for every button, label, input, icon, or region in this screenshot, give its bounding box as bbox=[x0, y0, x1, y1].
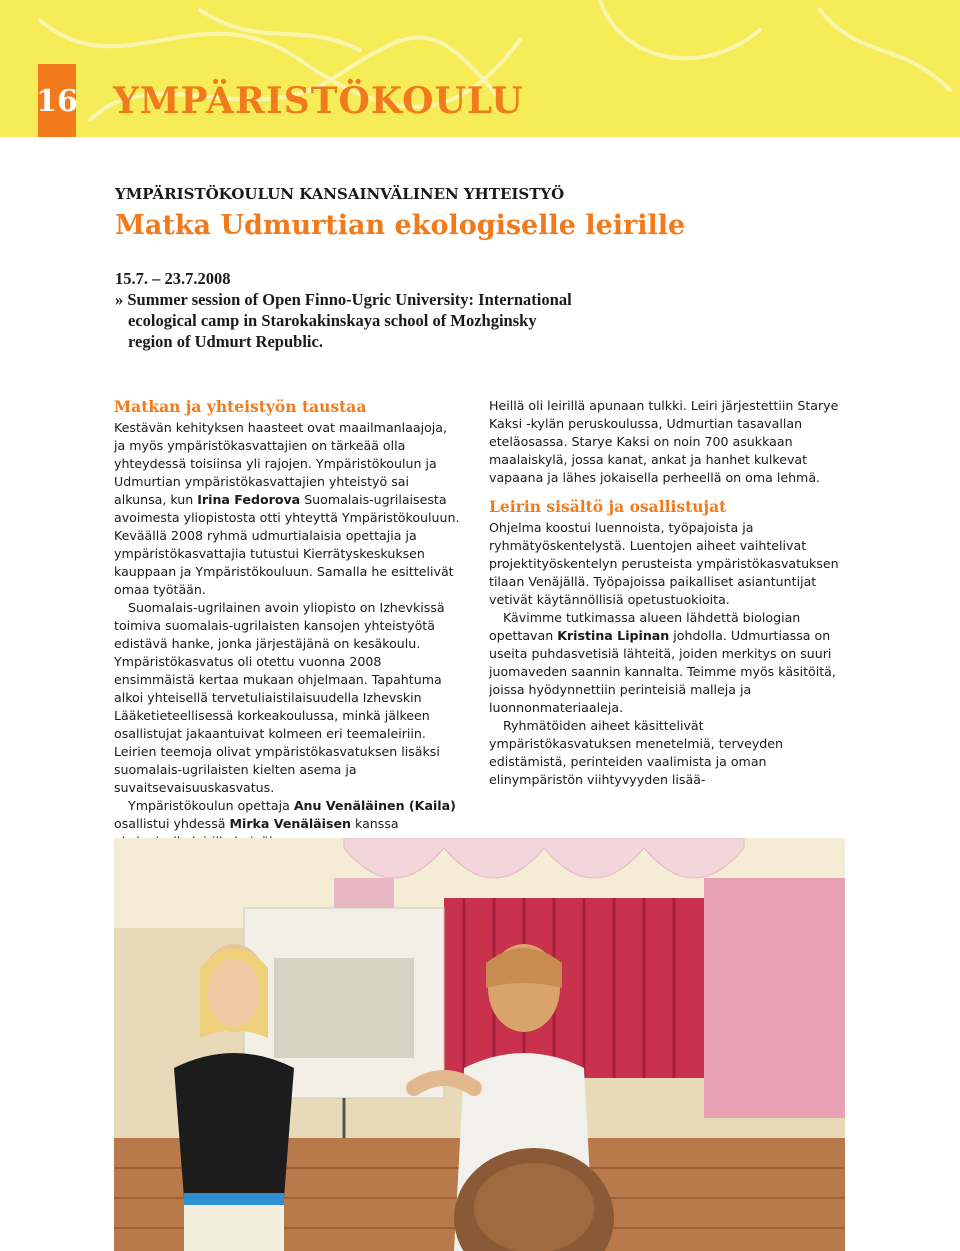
paragraph-text: Ympäristökoulun opettaja bbox=[128, 798, 294, 813]
article-kicker: YMPÄRISTÖKOULUN KANSAINVÄLINEN YHTEISTYÖ bbox=[115, 185, 565, 203]
classroom-photo-illustration bbox=[114, 838, 845, 1251]
person-name: Mirka Venäläisen bbox=[229, 816, 352, 831]
article-meta bbox=[115, 268, 585, 352]
paragraph-text: Kestävän kehityksen haasteet ovat maailmanlaajoja, ja myös ympäristökasvattajien on tärkeää olla yhteydessä toisiinsa yli rajojen. Ympäristökoulun ja Udmurtian ympäristökasvattajien yhteistyö sai alkunsa, kun bbox=[114, 420, 447, 507]
person-name: Kristina Lipinan bbox=[557, 628, 670, 643]
right-column-heading: Leirin sisältö ja osallistujat bbox=[489, 497, 727, 516]
paragraph-text: kanssa bbox=[355, 816, 399, 831]
left-paragraph-2: Suomalais-ugrilainen avoin yliopisto on Izhevkissä toimiva suomalais-ugrilaisten kansojen yhteistyötä edistävä hanke, jonka järjestäjänä on kesäkoulu. Ympäristökasvatus oli otettu vuonna 2008 ensimmäistä kertaa mukaan ohjelmaan. Tapahtuma alkoi yhteisellä tervetuliaistilaisuudella Izhevskin Lääketieteellisessä korkeakoulussa, minkä jälkeen osallistujat jakaantuivat kolmeen eri teemaleiriin. Leirien teemoja olivat ympäristökasvatuksen lisäksi suomalais-ugrilaisten kielten asema ja suvaitsevaisuuskasvatus. bbox=[114, 600, 445, 795]
event-session: » Summer session of Open Finno-Ugric University: International ecological camp in Starokakinskaya school of Mozhginsky region of Udmurt Republic. bbox=[115, 290, 572, 351]
right-paragraph-1: Ohjelma koostui luennoista, työpajoista ja ryhmätyöskentelystä. Luentojen aiheet vaihtelivat projektityöskentelyn perusteista ympäristökasvatuksen tilaan Venäjällä. Työpajoissa paikalliset asiantuntijat vetivät käytännöllisiä opetustuokioita. bbox=[489, 520, 839, 607]
right-paragraph-3: Ryhmätöiden aiheet käsittelivät ympäristökasvatuksen menetelmiä, terveyden edistämistä, perinteiden vaalimista ja oman elinympäristön viihtyvyyden lisää- bbox=[489, 718, 784, 787]
paragraph-text: Kävimme tutkimassa alueen lähdettä biologian opettavan bbox=[489, 610, 801, 643]
right-paragraph-2 bbox=[489, 609, 845, 717]
page-number: 16 bbox=[38, 64, 76, 137]
paragraph-text: Suomalais-ugrilaisesta avoimesta yliopistosta otti yhteyttä Ympäristökouluun. Keväällä 2008 ryhmä udmurtialaisia opettajia ja ympäristökasvattajia tutustui Kierrätyskeskuksen kauppaan ja Ympäristökouluun. Samalla he esittelivät omaa työtään. bbox=[114, 492, 460, 597]
paragraph-text: osallistui yhdessä bbox=[114, 816, 230, 831]
event-date: 15.7. – 23.7.2008 bbox=[115, 269, 231, 288]
left-paragraph-1 bbox=[114, 419, 462, 599]
paragraph-text: johdolla. Udmurtiassa on useita puhdasvetisiä lähteitä, joiden merkitys on suuri juomaveden saannin kannalta. Teimme myös käsitöitä, joissa hyödynnettiin perinteisiä malleja ja luonnonmateriaaleja. bbox=[489, 628, 836, 715]
header-banner bbox=[0, 0, 960, 137]
person-name: Irina Fedorova bbox=[197, 492, 301, 507]
right-paragraph-0: Heillä oli leirillä apunaan tulkki. Leiri järjestettiin Starye Kaksi -kylän peruskoulussa, Udmurtian tasavallan eteläosassa. Starye Kaksi on noin 700 asukkaan maalaiskylä, jossa kanat, ankat ja hanhet kulkevat vapaana ja lähes jokaisella perheellä on oma lehmä. bbox=[489, 398, 839, 485]
right-column bbox=[489, 397, 845, 789]
left-column bbox=[114, 397, 462, 851]
classroom-photo bbox=[114, 838, 845, 1251]
article-headline: Matka Udmurtian ekologiselle leirille bbox=[115, 210, 686, 241]
spacer bbox=[489, 487, 845, 497]
left-column-heading: Matkan ja yhteistyön taustaa bbox=[114, 397, 367, 416]
section-title: YMPÄRISTÖKOULU bbox=[113, 80, 524, 122]
person-name: Anu Venäläinen (Kaila) bbox=[293, 798, 456, 813]
